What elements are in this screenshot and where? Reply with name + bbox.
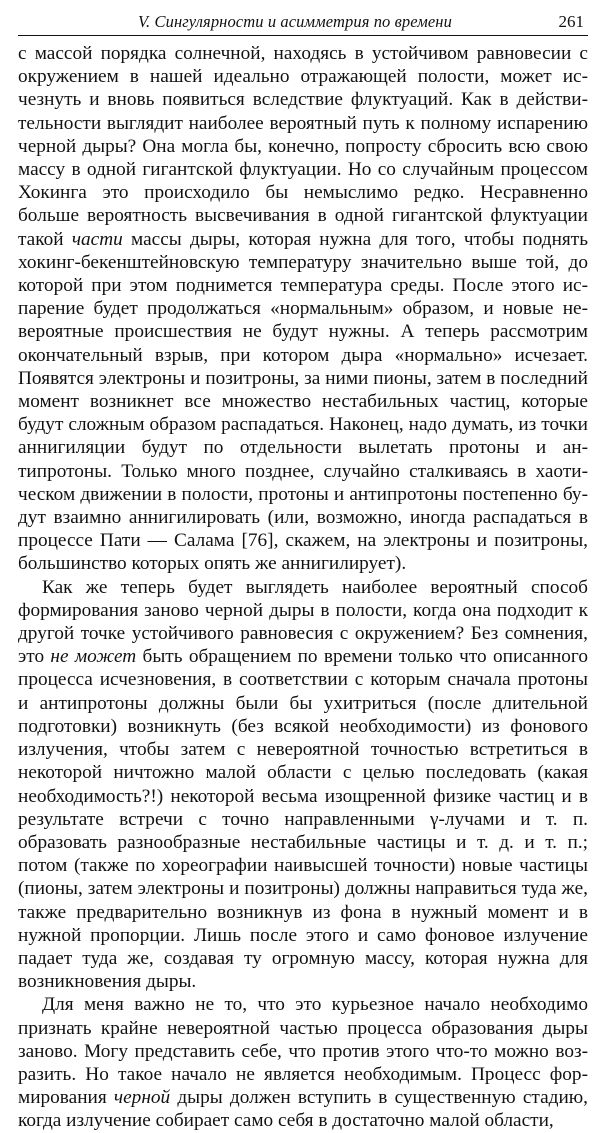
emphasis-chasti: части xyxy=(71,228,123,250)
emphasis-ne-mozhet: не может xyxy=(50,646,137,668)
body-text xyxy=(18,42,588,1133)
paragraph-2 xyxy=(18,576,588,994)
text-run: с массой порядка солнечной, находясь в устойчивом равновесии с окружением в нашей идеально отражающей полости, может исчезнуть и вновь появиться вследствие флуктуаций. Как в действительности выглядит наиболее вероятный путь к полному испарению черной дыры? Она могла бы, конечно, попросту сбросить всю свою массу в одной гигантской флуктуации. Но со случайным процессом Хокинга это происходило бы немыслимо редко. Несравненно больше вероятность высвечивания в одной гигантской флуктуации такой xyxy=(18,43,588,250)
page-number: 261 xyxy=(558,12,584,31)
text-run: Для меня важно не то, что это курьезное начало необходимо признать крайне невероятной частью процесса образования дыры заново. Могу представить себе, что против этого что-то можно возразить. Но такое начало не является необходимым. Процесс формирования xyxy=(18,994,588,1109)
chapter-title: V. Сингулярности и асимметрия по времени xyxy=(138,12,452,31)
text-run: дыры должен вступить в существенную стадию, когда излучение собирает само себя в достаточно малой области, xyxy=(18,1087,588,1132)
text-run: Как же теперь будет выглядеть наиболее вероятный способ формирования заново черной дыры в полости, когда она подходит к другой точке устойчивого равновесия с окружением? Без сомнения, это xyxy=(18,576,588,668)
emphasis-chernoy: черной xyxy=(113,1087,171,1109)
running-head xyxy=(18,8,588,36)
text-run: массы дыры, которая нужна для того, чтобы поднять хокинг-бекенштейновскую температуру значительно выше той, до которой при этом поднимется температура среды. После этого испарение будет продолжаться «нормальным» образом, и новые невероятные происшествия не будут нужны. А теперь рассмотрим окончательный взрыв, при котором дыра «нормально» исчезает. Появятся электроны и позитроны, за ними пионы, затем в последний момент возникнет все множество нестабильных частиц, которые будут сложным образом распадаться. Наконец, надо думать, из точки аннигиляции будут по отдельности вылетать протоны и антипротоны. Только много позднее, случайно сталкиваясь в хаотическом движении в полости, протоны и антипротоны постепенно будут взаимно аннигилировать (или, возможно, иногда распадаться в процессе Пати — Салама [76], скажем, на электроны и позитроны, большинство которых опять же аннигилирует). xyxy=(18,228,588,575)
paragraph-1 xyxy=(18,42,588,576)
paragraph-3 xyxy=(18,993,588,1132)
text-run: быть обращением по времени только что описанного процесса исчезновения, в соответствии с которым сначала протоны и антипротоны должны были бы ухитриться (после длительной подготовки) возникнуть (без всякой необходимости) из фонового излучения, чтобы затем с невероятной точностью встретиться в некоторой ничтожно малой области с целью последовать (какая необходимость?!) некоторой весьма изощренной физике частиц и в результате встречи с точно направленными γ-лучами и т. п. образовать разнообразные нестабильные частицы и т. д. и т. п.; потом (также по хореографии наивысшей точности) новые частицы (пионы, затем электроны и позитроны) должны направиться туда же, также предварительно возникнув из фона в нужный момент и в нужной пропорции. Лишь после этого и само фоновое излучение падает туда же, создавая ту огромную массу, которая нужна для возникновения дыры. xyxy=(18,646,588,993)
